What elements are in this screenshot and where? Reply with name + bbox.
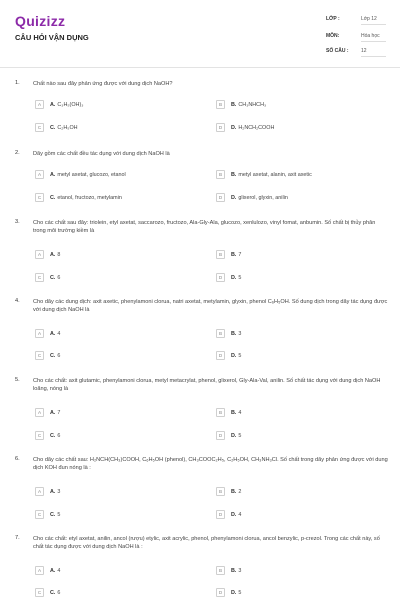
option-letter-box: C <box>35 273 44 282</box>
option-b[interactable] <box>216 408 241 417</box>
option-d[interactable] <box>216 193 288 202</box>
option-a[interactable] <box>35 408 60 417</box>
question-number: 5. <box>15 377 20 383</box>
option-text: etanol, fructozo, metylamin <box>57 194 122 201</box>
option-label: D. <box>231 352 237 359</box>
option-text: 4 <box>238 409 242 416</box>
class-value: Lớp 12 <box>361 16 386 25</box>
option-label: A. <box>50 409 56 416</box>
option-letter-box: C <box>35 431 44 440</box>
option-label: C. <box>50 589 56 596</box>
option-text: 4 <box>238 511 242 518</box>
option-text: CH₃NHCH₃ <box>238 101 267 108</box>
option-text: 5 <box>238 432 242 439</box>
option-a[interactable] <box>35 566 60 575</box>
option-letter-box: C <box>35 193 44 202</box>
question-text: Cho các chất: etyl axetat, anilin, ancol (rượu) etylic, axit acrylic, phenol, phenylamoni clorua, ancol benzylic, p-crezol. Trong các chất này, số chất tác dụng được với dung dịch NaOH là : <box>33 536 380 550</box>
option-text: 6 <box>57 432 61 439</box>
question-number: 2. <box>15 150 20 156</box>
option-a[interactable] <box>35 329 60 338</box>
option-letter-box: C <box>35 123 44 132</box>
question-text: Dãy gồm các chất đều tác dụng với dung dịch NaOH là <box>33 151 170 157</box>
option-letter-box: D <box>216 193 225 202</box>
option-c[interactable] <box>35 351 60 360</box>
worksheet-title: CÂU HỎI VẬN DỤNG <box>15 33 89 42</box>
option-text: 5 <box>238 352 242 359</box>
option-label: C. <box>50 124 56 131</box>
option-text: 4 <box>57 567 61 574</box>
option-label: D. <box>231 511 237 518</box>
option-label: B. <box>231 330 237 337</box>
header-divider <box>0 67 400 68</box>
option-a[interactable] <box>35 250 60 259</box>
option-text: 8 <box>57 251 61 258</box>
subject-label: MÔN: <box>326 33 340 39</box>
option-text: 5 <box>57 511 61 518</box>
option-a[interactable] <box>35 487 60 496</box>
class-label: LỚP : <box>326 16 340 22</box>
option-label: A. <box>50 488 56 495</box>
option-d[interactable] <box>216 588 241 597</box>
option-c[interactable] <box>35 431 60 440</box>
option-label: B. <box>231 409 237 416</box>
option-letter-box: A <box>35 100 44 109</box>
option-letter-box: D <box>216 431 225 440</box>
option-text: glixerol, glyxin, anilin <box>238 194 288 201</box>
option-label: C. <box>50 274 56 281</box>
option-c[interactable] <box>35 273 60 282</box>
question-count-label: SỐ CÂU : <box>326 48 349 54</box>
option-b[interactable] <box>216 487 241 496</box>
option-c[interactable] <box>35 588 60 597</box>
question-text: Cho các chất sau đây: triolein, etyl axetat, saccarozo, fructozo, Ala-Gly-Ala, glucozo, xenlulozo, vinyl fomat, anbumin. Số chất bị thủy phân trong môi trường kiềm là <box>33 220 376 234</box>
option-text: metyl axetat, glucozo, etanol <box>57 171 126 178</box>
option-letter-box: B <box>216 170 225 179</box>
option-letter-box: B <box>216 100 225 109</box>
option-letter-box: A <box>35 329 44 338</box>
option-letter-box: A <box>35 250 44 259</box>
question-number: 3. <box>15 219 20 225</box>
option-c[interactable] <box>35 123 78 132</box>
option-text: C₃H₅(OH)₃ <box>57 101 84 108</box>
option-a[interactable] <box>35 170 126 179</box>
option-d[interactable] <box>216 351 241 360</box>
option-label: D. <box>231 194 237 201</box>
option-label: A. <box>50 251 56 258</box>
option-text: 2 <box>238 488 242 495</box>
option-letter-box: B <box>216 408 225 417</box>
option-b[interactable] <box>216 100 266 109</box>
option-label: A. <box>50 171 56 178</box>
option-label: D. <box>231 124 237 131</box>
option-label: B. <box>231 171 237 178</box>
option-b[interactable] <box>216 329 241 338</box>
option-letter-box: C <box>35 351 44 360</box>
question-text: Cho các chất: axit glutamic, phenylamoni clorua, metyl metacrylat, phenol, glixerol, Gly-Ala-Val, anilin. Số chất tác dụng với dung dịch NaOH loãng, nóng là <box>33 378 381 392</box>
option-text: 6 <box>57 274 61 281</box>
question-text: Cho dãy các dung dịch: axit axetic, phenylamoni clorua, natri axetat, metylamin, glyxin, phenol C₆H₅OH. Số dung dịch trong dãy tác dụng được với dung dịch NaOH là <box>33 299 388 313</box>
worksheet-header <box>0 0 400 68</box>
option-label: B. <box>231 488 237 495</box>
option-label: B. <box>231 101 237 108</box>
option-text: metyl axetat, alanin, axit axetic <box>238 171 312 178</box>
option-label: B. <box>231 567 237 574</box>
option-d[interactable] <box>216 510 241 519</box>
option-text: 7 <box>238 251 242 258</box>
option-letter-box: D <box>216 588 225 597</box>
question-number: 6. <box>15 456 20 462</box>
option-label: D. <box>231 589 237 596</box>
option-letter-box: B <box>216 566 225 575</box>
question-count-value: 12 <box>361 48 386 57</box>
option-letter-box: D <box>216 351 225 360</box>
option-letter-box: B <box>216 250 225 259</box>
option-text: 5 <box>238 589 242 596</box>
option-label: C. <box>50 352 56 359</box>
question-text: Chất nào sau đây phản ứng được với dung dịch NaOH? <box>33 81 173 87</box>
question-number: 4. <box>15 298 20 304</box>
option-c[interactable] <box>35 510 60 519</box>
question-number: 1. <box>15 80 20 86</box>
option-letter-box: A <box>35 487 44 496</box>
quizizz-logo: Quizizz <box>15 13 66 29</box>
option-text: 7 <box>57 409 61 416</box>
option-letter-box: D <box>216 123 225 132</box>
question-number: 7. <box>15 535 20 541</box>
option-letter-box: B <box>216 487 225 496</box>
option-label: B. <box>231 251 237 258</box>
option-c[interactable] <box>35 193 122 202</box>
option-label: D. <box>231 274 237 281</box>
question-text: Cho dãy các chất sau: H₂NCH(CH₃)COOH, C₆H₅OH (phenol), CH₃COOC₂H₅, C₂H₅OH, CH₃NH₃Cl. Số chất trong dãy phản ứng được với dung dịch KOH đun nóng là : <box>33 457 388 471</box>
option-label: C. <box>50 432 56 439</box>
option-text: 3 <box>57 488 61 495</box>
option-text: 6 <box>57 589 61 596</box>
option-d[interactable] <box>216 431 241 440</box>
option-text: H₂NCH₂COOH <box>238 124 275 131</box>
option-label: A. <box>50 101 56 108</box>
option-b[interactable] <box>216 566 241 575</box>
option-letter-box: A <box>35 170 44 179</box>
option-letter-box: D <box>216 273 225 282</box>
option-text: 3 <box>238 567 242 574</box>
option-label: A. <box>50 330 56 337</box>
option-letter-box: A <box>35 566 44 575</box>
option-letter-box: D <box>216 510 225 519</box>
option-text: 4 <box>57 330 61 337</box>
option-letter-box: B <box>216 329 225 338</box>
option-label: C. <box>50 511 56 518</box>
option-a[interactable] <box>35 100 83 109</box>
option-letter-box: C <box>35 510 44 519</box>
option-text: C₂H₅OH <box>57 124 78 131</box>
subject-value: Hóa học <box>361 33 386 42</box>
option-d[interactable] <box>216 273 241 282</box>
option-text: 5 <box>238 274 242 281</box>
option-label: A. <box>50 567 56 574</box>
option-text: 6 <box>57 352 61 359</box>
option-text: 3 <box>238 330 242 337</box>
option-d[interactable] <box>216 123 274 132</box>
option-letter-box: C <box>35 588 44 597</box>
option-letter-box: A <box>35 408 44 417</box>
option-b[interactable] <box>216 170 312 179</box>
option-b[interactable] <box>216 250 241 259</box>
option-label: C. <box>50 194 56 201</box>
option-label: D. <box>231 432 237 439</box>
